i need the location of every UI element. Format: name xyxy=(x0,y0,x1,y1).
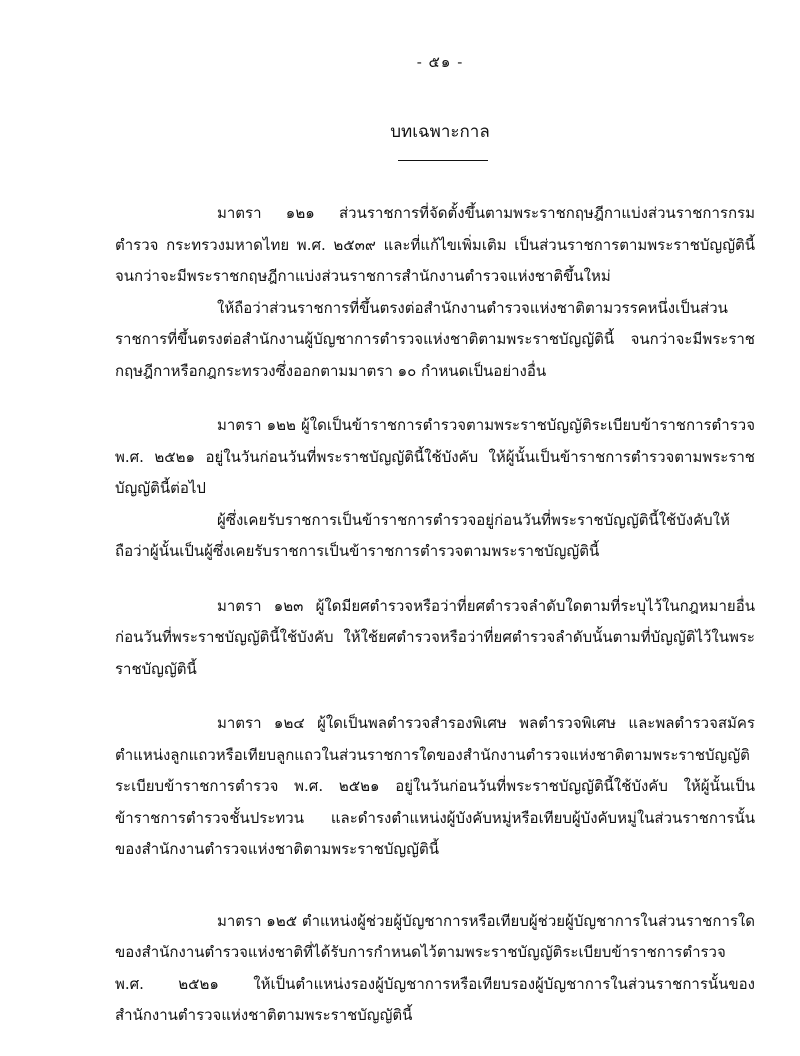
section-spacer xyxy=(115,866,755,906)
title-underline xyxy=(398,160,488,161)
section-123-paragraph-1: มาตรา ๑๒๓ ผู้ใดมียศตำรวจหรือว่าที่ยศตำรวจลำดับใดตามที่ระบุไว้ในกฎหมายอื่นก่อนวันที่พระราชบัญญัตินี้ใช้บังคับ ให้ใช้ยศตำรวจหรือว่าที่ยศตำรวจลำดับนั้นตามที่บัญญัติไว้ในพระราชบัญญัตินี้ xyxy=(115,596,755,678)
section-124 xyxy=(115,708,755,866)
section-122-paragraph-1: มาตรา ๑๒๒ ผู้ใดเป็นข้าราชการตำรวจตามพระราชบัญญัติระเบียบข้าราชการตำรวจ พ.ศ. ๒๕๒๑ อยู่ในวันก่อนวันที่พระราชบัญญัตินี้ใช้บังคับ ให้ผู้นั้นเป็นข้าราชการตำรวจตามพระราชบัญญัตินี้ต่อไป xyxy=(115,416,755,497)
section-122 xyxy=(115,410,755,568)
page-title: บทเฉพาะกาล xyxy=(390,122,490,142)
section-124-paragraph-1: มาตรา ๑๒๔ ผู้ใดเป็นพลตำรวจสำรองพิเศษ พลตำรวจพิเศษ และพลตำรวจสมัคร ตำแหน่งลูกแถวหรือเทียบลูกแถวในส่วนราชการใดของสำนักงานตำรวจแห่งชาติตามพระราชบัญญัติระเบียบข้าราชการตำรวจ พ.ศ. ๒๕๒๑ อยู่ในวันก่อนวันที่พระราชบัญญัตินี้ใช้บังคับ ให้ผู้นั้นเป็นข้าราชการตำรวจชั้นประทวน และดำรงตำแหน่งผู้บังคับหมู่หรือเทียบผู้บังคับหมู่ในส่วนราชการนั้นของสำนักงานตำรวจแห่งชาติตามพระราชบัญญัตินี้ xyxy=(115,714,755,858)
section-125 xyxy=(115,906,755,1032)
section-121-paragraph-1: มาตรา ๑๒๑ ส่วนราชการที่จัดตั้งขึ้นตามพระราชกฤษฎีกาแบ่งส่วนราชการกรมตำรวจ กระทรวงมหาดไทย พ.ศ. ๒๕๓๙ และที่แก้ไขเพิ่มเติม เป็นส่วนราชการตามพระราชบัญญัตินี้จนกว่าจะมีพระราชกฤษฎีกาแบ่งส่วนราชการสำนักงานตำรวจแห่งชาติขึ้นใหม่ xyxy=(115,204,755,285)
section-121-paragraph-2: ให้ถือว่าส่วนราชการที่ขึ้นตรงต่อสำนักงานตำรวจแห่งชาติตามวรรคหนึ่งเป็นส่วนราชการที่ขึ้นตรงต่อสำนักงานผู้บัญชาการตำรวจแห่งชาติตามพระราชบัญญัตินี้ จนกว่าจะมีพระราชกฤษฎีกาหรือกฎกระทรวงซึ่งออกตามมาตรา ๑๐ กำหนดเป็นอย่างอื่น xyxy=(115,298,755,380)
page-number: - ๕๑ - xyxy=(416,53,464,71)
section-122-paragraph-2: ผู้ซึ่งเคยรับราชการเป็นข้าราชการตำรวจอยู่ก่อนวันที่พระราชบัญญัตินี้ใช้บังคับให้ถือว่าผู้นั้นเป็นผู้ซึ่งเคยรับราชการเป็นข้าราชการตำรวจตามพระราชบัญญัตินี้ xyxy=(115,510,730,560)
section-spacer xyxy=(115,685,755,708)
section-121 xyxy=(115,198,755,387)
section-spacer xyxy=(115,387,755,410)
section-123 xyxy=(115,591,755,686)
document-body xyxy=(115,198,755,1032)
section-125-paragraph-1: มาตรา ๑๒๕ ตำแหน่งผู้ช่วยผู้บัญชาการหรือเทียบผู้ช่วยผู้บัญชาการในส่วนราชการใดของสำนักงานตำรวจแห่งชาติที่ได้รับการกำหนดไว้ตามพระราชบัญญัติระเบียบข้าราชการตำรวจ พ.ศ. ๒๕๒๑ ให้เป็นตำแหน่งรองผู้บัญชาการหรือเทียบรองผู้บัญชาการในส่วนราชการนั้นของสำนักงานตำรวจแห่งชาติตามพระราชบัญญัตินี้ xyxy=(115,911,755,1024)
section-spacer xyxy=(115,568,755,591)
